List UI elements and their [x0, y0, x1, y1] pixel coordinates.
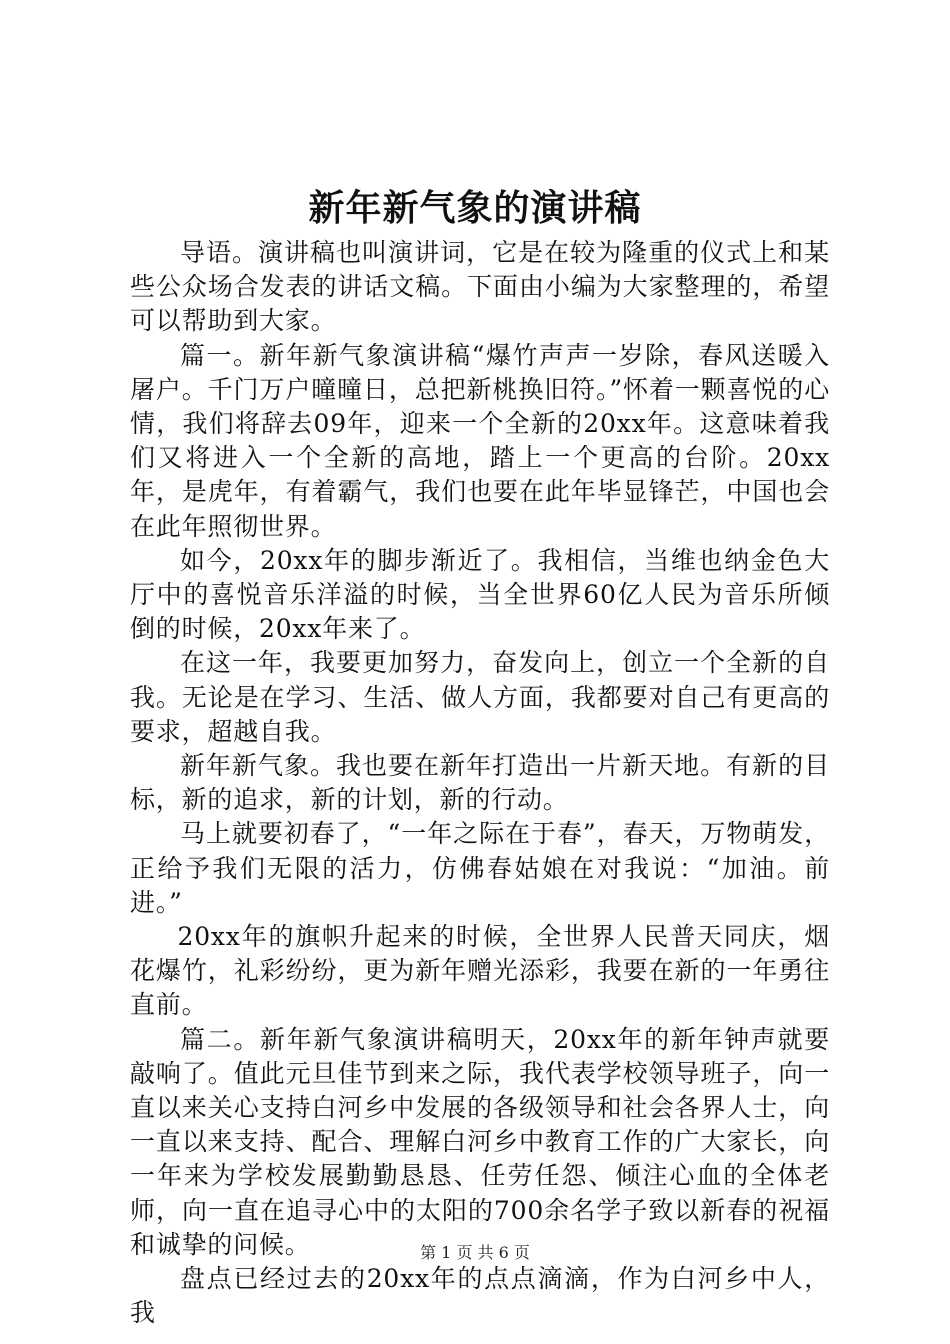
paragraph-new-look: 新年新气象。我也要在新年打造出一片新天地。有新的目标，新的追求，新的计划，新的行动。 — [130, 751, 830, 815]
paragraph-review: 盘点已经过去的20xx年的点点滴滴，作为白河乡中人，我 — [130, 1264, 830, 1328]
paragraph-part-two: 篇二。新年新气象演讲稿明天，20xx年的新年钟声就要敲响了。值此元旦佳节到来之际，我代表学校领导班子，向一直以来关心支持白河乡中发展的各级领导和社会各界人士，向一直以来支持、配合、理解白河乡中教育工作的广大家长，向一年来为学校发展勤勤恳恳、任劳任怨、倾注心血的全体老师，向一直在追寻心中的太阳的700余名学子致以新春的祝福和诚挚的问候。 — [130, 1024, 830, 1259]
page-number-footer: 第 1 页 共 6 页 — [420, 1243, 530, 1262]
paragraph-banner: 20xx年的旗帜升起来的时候，全世界人民普天同庆，烟花爆竹，礼彩纷纷，更为新年赠光添彩，我要在新的一年勇往直前。 — [130, 922, 830, 1020]
document-body — [130, 236, 830, 1331]
paragraph-intro: 导语。演讲稿也叫演讲词，它是在较为隆重的仪式上和某些公众场合发表的讲话文稿。下面由小编为大家整理的，希望可以帮助到大家。 — [130, 238, 830, 336]
paragraph-this-year: 在这一年，我要更加努力，奋发向上，创立一个全新的自我。无论是在学习、生活、做人方面，我都要对自己有更高的要求，超越自我。 — [130, 648, 830, 746]
paragraph-early-spring: 马上就要初春了，“一年之际在于春”，春天，万物萌发，正给予我们无限的活力，仿佛春姑娘在对我说：“加油。前进。” — [130, 819, 830, 917]
document-title: 新年新气象的演讲稿 — [308, 187, 642, 229]
paragraph-part-one: 篇一。新年新气象演讲稿“爆竹声声一岁除，春风送暖入屠户。千门万户曈曈日，总把新桃换旧符。”怀着一颗喜悦的心情，我们将辞去09年，迎来一个全新的20xx年。这意味着我们又将进入一个全新的高地，踏上一个更高的台阶。20xx年，是虎年，有着霸气，我们也要在此年毕显锋芒，中国也会在此年照彻世界。 — [130, 340, 830, 541]
paragraph-now: 如今，20xx年的脚步渐近了。我相信，当维也纳金色大厅中的喜悦音乐洋溢的时候，当全世界60亿人民为音乐所倾倒的时候，20xx年来了。 — [130, 545, 830, 644]
